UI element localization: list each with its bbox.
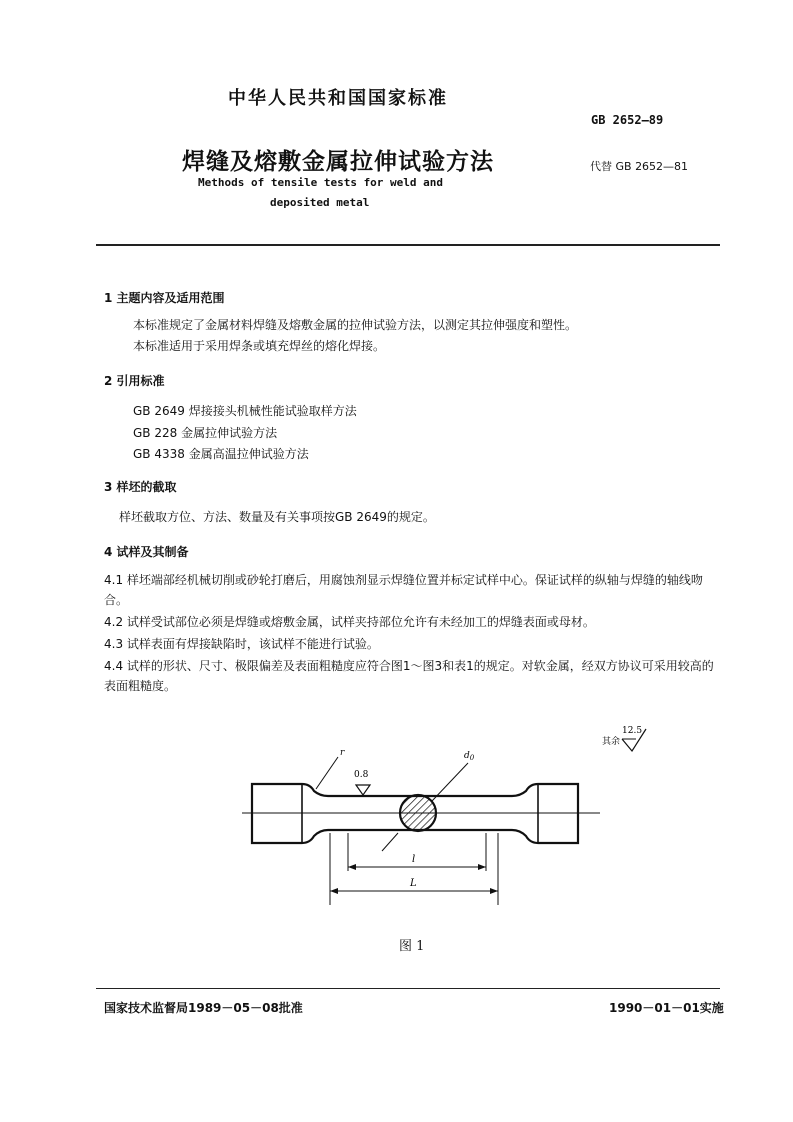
dim-l-label: l <box>412 854 416 865</box>
radius-leader <box>316 757 338 789</box>
roughness-rest-value: 12.5 <box>622 726 643 736</box>
approval-date: 国家技术监督局1989－05－08批准 <box>104 1001 303 1015</box>
diameter-leader-lower <box>382 833 398 851</box>
section-1-paragraph-1: 本标准规定了金属材料焊缝及熔敷金属的拉伸试验方法，以测定其拉伸强度和塑性。 <box>133 318 578 332</box>
roughness-rest-label: 其余 <box>602 737 621 747</box>
header-divider <box>96 244 720 246</box>
title-english-line2: deposited metal <box>270 196 370 209</box>
figure-1-specimen-drawing <box>230 715 670 915</box>
clause-4-1: 4.1 样坯端部经机械切削或砂轮打磨后，用腐蚀剂显示焊缝位置并标定试样中心。保证试样的纵轴与焊缝的轴线吻合。 <box>104 573 703 607</box>
roughness-value: 0.8 <box>354 770 369 780</box>
footer-divider <box>96 988 720 989</box>
radius-label: r <box>340 748 345 758</box>
replaces-standard: 代替 GB 2652—81 <box>590 160 689 173</box>
dim-L-arrow-left <box>330 888 338 894</box>
section-1-paragraph-2: 本标准适用于采用焊条或填充焊丝的熔化焊接。 <box>133 339 386 353</box>
section-1-heading: 1 主题内容及适用范围 <box>104 291 225 305</box>
section-2-heading: 2 引用标准 <box>104 374 165 388</box>
title-english-line1: Methods of tensile tests for weld and <box>198 176 444 189</box>
dim-l-arrow-right <box>478 864 486 870</box>
section-4-heading: 4 试样及其制备 <box>104 545 189 559</box>
clause-4-3: 4.3 试样表面有焊接缺陷时，该试样不能进行试验。 <box>104 637 379 651</box>
clause-4-2: 4.2 试样受试部位必须是焊缝或熔敷金属，试样夹持部位允许有未经加工的焊缝表面或母材。 <box>104 615 595 629</box>
standard-number: GB 2652—89 <box>591 113 664 127</box>
dim-l-arrow-left <box>348 864 356 870</box>
section-3-paragraph: 样坯截取方位、方法、数量及有关事项按GB 2649的规定。 <box>119 510 435 524</box>
section-3-heading: 3 样坯的截取 <box>104 480 177 494</box>
dim-L-label: L <box>410 878 417 889</box>
cross-section-circle <box>400 795 436 831</box>
reference-item: GB 4338 金属高温拉伸试验方法 <box>133 447 309 461</box>
figure-caption: 图 1 <box>399 939 425 954</box>
effective-date: 1990－01－01实施 <box>609 1001 724 1015</box>
reference-item: GB 2649 焊接接头机械性能试验取样方法 <box>133 404 357 418</box>
clause-4-4: 4.4 试样的形状、尺寸、极限偏差及表面粗糙度应符合图1～图3和表1的规定。对软金属，经双方协议可采用较高的表面粗糙度。 <box>104 659 714 693</box>
diameter-label: $d_0$ <box>464 751 475 762</box>
dim-L-arrow-right <box>490 888 498 894</box>
reference-item: GB 228 金属拉伸试验方法 <box>133 426 278 440</box>
roughness-symbol <box>356 785 370 795</box>
title-chinese: 焊缝及熔敷金属拉伸试验方法 <box>182 149 494 175</box>
header-org: 中华人民共和国国家标准 <box>228 88 448 109</box>
